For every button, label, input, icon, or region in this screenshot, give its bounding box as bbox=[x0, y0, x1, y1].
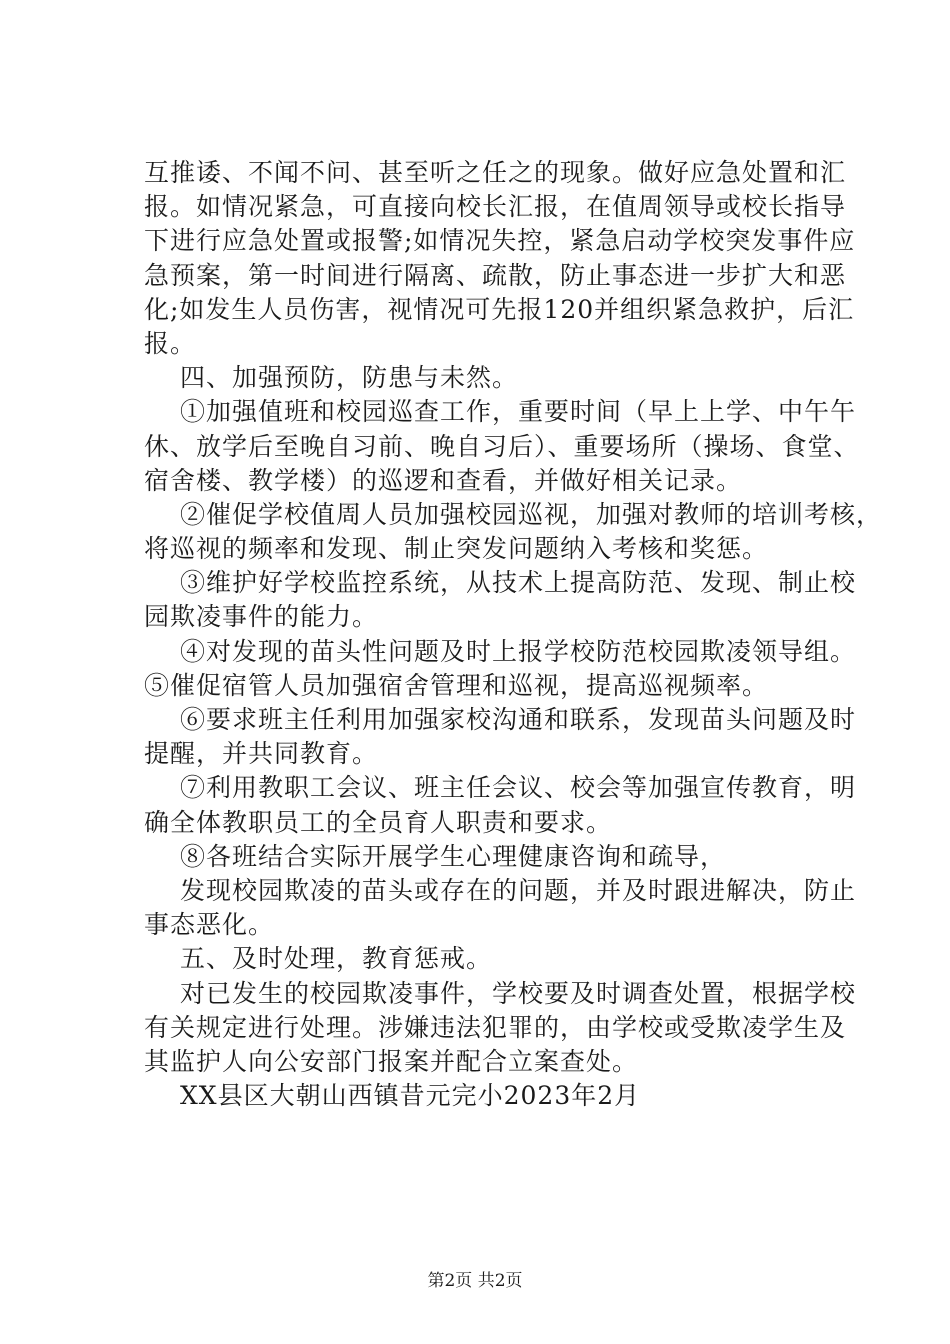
text-line: 下进行应急处置或报警;如情况失控，紧急启动学校突发事件应 bbox=[144, 226, 856, 256]
text-line: 发现校园欺凌的苗头或存在的问题，并及时跟进解决，防止 bbox=[180, 875, 857, 905]
text-line: 将巡视的频率和发现、制止突发问题纳入考核和奖惩。 bbox=[144, 534, 769, 564]
signature-line: XX县区大朝山西镇昔元完小2023年2月 bbox=[180, 1081, 641, 1111]
list-item: ⑧各班结合实际开展学生心理健康咨询和疏导， bbox=[180, 841, 727, 871]
text-line: 报。 bbox=[144, 328, 197, 358]
text-line: 提醒，并共同教育。 bbox=[144, 739, 379, 769]
list-item: ②催促学校值周人员加强校园巡视，加强对教师的培训考核， bbox=[180, 499, 883, 529]
text-line: 休、放学后至晚自习前、晚自习后）、重要场所（操场、食堂、 bbox=[144, 431, 860, 461]
list-item: ④对发现的苗头性问题及时上报学校防范校园欺凌领导组。 bbox=[180, 636, 857, 666]
text-line: 园欺凌事件的能力。 bbox=[144, 602, 379, 632]
text-line: 急预案，第一时间进行隔离、疏散，防止事态进一步扩大和恶 bbox=[144, 260, 847, 290]
section-heading: 五、及时处理，教育惩戒。 bbox=[180, 944, 493, 974]
text-line: 事态恶化。 bbox=[144, 910, 275, 940]
list-item: ⑤催促宿管人员加强宿舍管理和巡视，提高巡视频率。 bbox=[144, 670, 769, 700]
list-item: ③维护好学校监控系统，从技术上提高防范、发现、制止校 bbox=[180, 568, 857, 598]
list-item: ①加强值班和校园巡查工作，重要时间（早上上学、中午午 bbox=[180, 397, 857, 427]
list-item: ⑦利用教职工会议、班主任会议、校会等加强宣传教育，明 bbox=[180, 773, 857, 803]
text-line: 报。如情况紧急，可直接向校长汇报，在值周领导或校长指导 bbox=[144, 192, 847, 222]
section-heading: 四、加强预防，防患与未然。 bbox=[180, 363, 519, 393]
text-line: 宿舍楼、教学楼）的巡逻和查看，并做好相关记录。 bbox=[144, 465, 743, 495]
document-body bbox=[144, 156, 883, 1113]
text-line: 互推诿、不闻不问、甚至听之任之的现象。做好应急处置和汇 bbox=[144, 158, 847, 187]
text-line: 有关规定进行处理。涉嫌违法犯罪的，由学校或受欺凌学生及 bbox=[144, 1012, 847, 1042]
text-line: 其监护人向公安部门报案并配合立案查处。 bbox=[144, 1046, 639, 1076]
text-line: 确全体教职员工的全员育人职责和要求。 bbox=[144, 807, 613, 837]
list-item: ⑥要求班主任利用加强家校沟通和联系，发现苗头问题及时 bbox=[180, 705, 857, 734]
page-number: 第2页 共2页 bbox=[427, 1271, 523, 1291]
text-line: 化;如发生人员伤害，视情况可先报120并组织紧急救护，后汇 bbox=[144, 294, 855, 324]
text-line: 对已发生的校园欺凌事件，学校要及时调查处置，根据学校 bbox=[180, 978, 857, 1008]
